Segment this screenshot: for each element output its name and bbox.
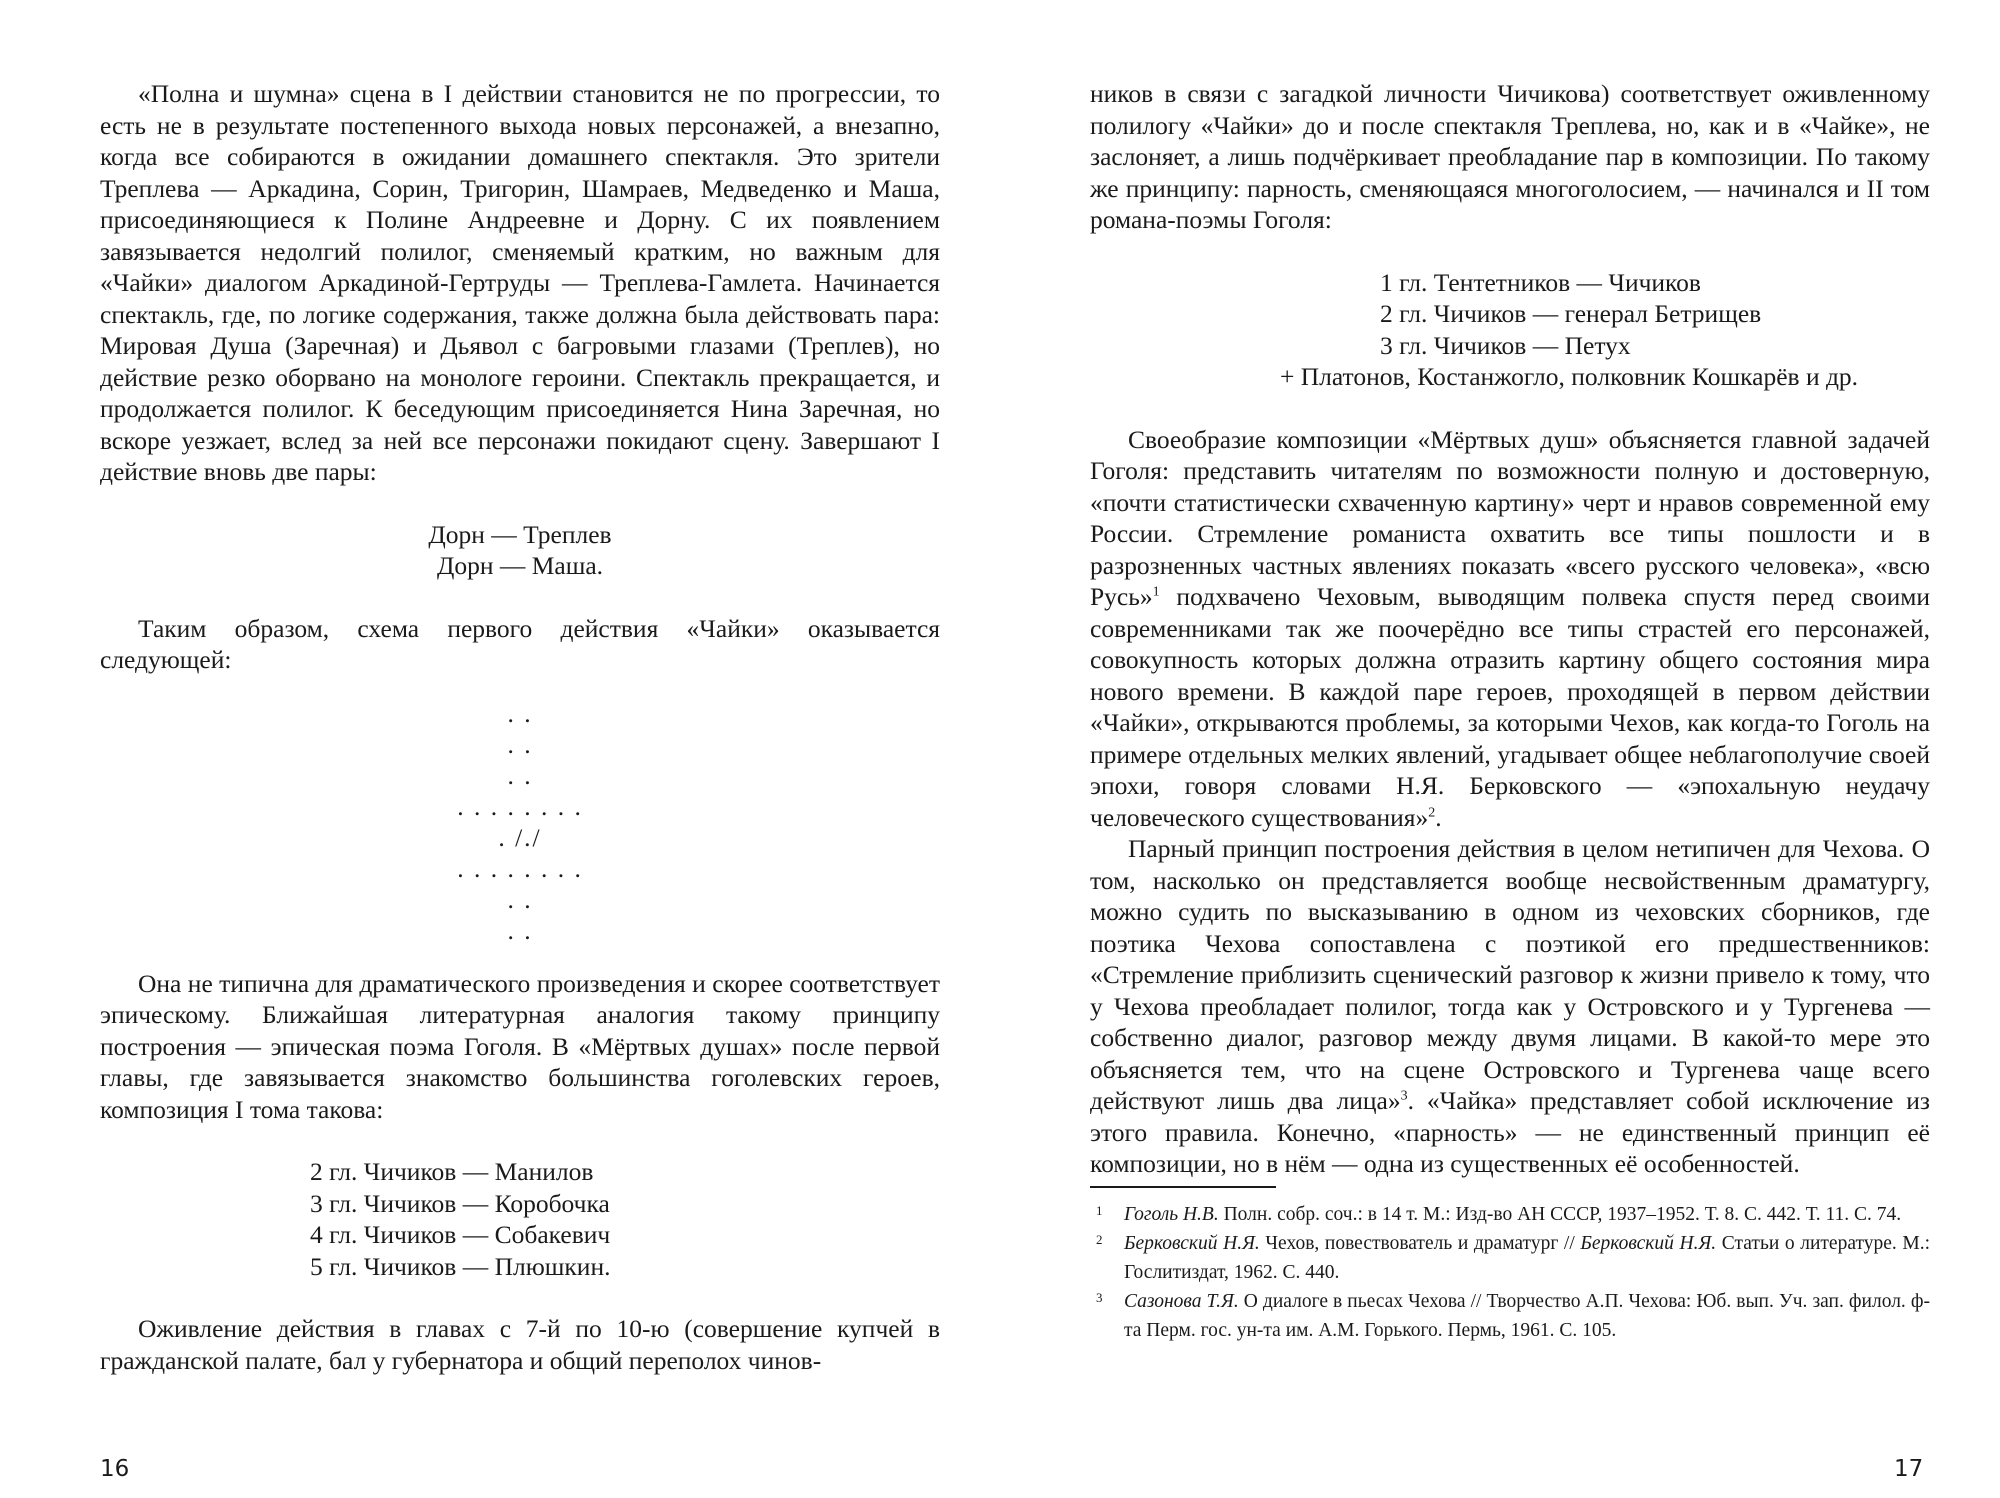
scheme-diagram: [100, 698, 940, 946]
chapter-item: 2 гл. Чичиков — генерал Бетрищев: [1380, 299, 1762, 328]
footnote-number: 1: [1096, 1202, 1103, 1218]
scheme-row: . .: [507, 915, 533, 945]
pair-line: Дорн — Треплев: [428, 519, 612, 549]
footnote-body: О диалоге в пьесах Чехова // Творчество А.П. Чехова: Юб. вып. Уч. зап. филол. ф-та Перм. гос. ун-та им. А.М. Горького. Пермь, 1961. С. 105.: [1124, 1290, 1930, 1341]
chapter-item: 3 гл. Чичиков — Петух: [1380, 330, 1631, 360]
footnote-body: Статьи о литературе. М.: Гослитиздат, 1962. С. 440.: [1124, 1232, 1931, 1283]
footnote-author: Гоголь Н.В.: [1124, 1203, 1219, 1225]
footnote-ref: 2: [1428, 805, 1436, 820]
footnote-body: Чехов, повествователь и драматург //: [1259, 1232, 1581, 1254]
text-run: Парный принцип построения действия в целом нетипичен для Чехова. О том, насколько он представляется вообще несвойственным драматургу, можно судить по высказыванию в одном из чеховских сборников, где поэтика Чехова сопоставлена с поэтикой его предшественников: «Стремление приблизить сценический разговор к жизни привело к тому, что у Чехова преобладает полилог, тогда как у Островского и у Тургенева — собственно диалог, разговор между двумя лицами. В какой-то мере это объясняется тем, что на сцене Островского и Тургенева чаще всего действуют лишь два лица»: [1090, 834, 1930, 1115]
scheme-row: . .: [507, 760, 533, 790]
body-paragraph: Таким образом, схема первого действия «Чайки» оказывается следующей:: [100, 613, 940, 674]
footnote-author: Сазонова Т.Я.: [1124, 1290, 1239, 1312]
footnote-ref: 3: [1400, 1088, 1408, 1104]
text-run: .: [1435, 802, 1442, 832]
scheme-row: . .: [507, 884, 533, 914]
chapter-item: 2 гл. Чичиков — Манилов: [310, 1157, 594, 1186]
footnote-ref: 1: [1152, 584, 1160, 600]
footnote: [1090, 1229, 1930, 1287]
scheme-row: . .: [507, 698, 533, 728]
footnote-body: Полн. собр. соч.: в 14 т. М.: Изд-во АН СССР, 1937–1952. Т. 8. С. 442. Т. 11. С. 74.: [1218, 1203, 1902, 1225]
page-number: 17: [1894, 1456, 1924, 1482]
scheme-row: . . . . . . . .: [457, 791, 583, 821]
footnote-text: [1124, 1229, 1930, 1287]
footnote-number: 3: [1096, 1289, 1103, 1305]
pair-line: Дорн — Маша.: [436, 551, 604, 580]
body-paragraph: [1090, 833, 1930, 1180]
chapter-list: [310, 1156, 730, 1282]
footnote-number: 2: [1096, 1231, 1103, 1247]
right-page: [1090, 78, 1930, 1458]
footnote: [1090, 1287, 1930, 1345]
body-paragraph: ников в связи с загадкой личности Чичикова) соответствует оживленному полилогу «Чайки» до и после спектакля Треплева, но, как и в «Чайке», не заслоняет, а лишь подчёркивает преобладание пар в композиции. По такому же принципу: парность, сменяющаяся многоголосием, — начинался и II том романа-поэмы Гоголя:: [1090, 79, 1930, 234]
body-paragraph: «Полна и шумна» сцена в I действии становится не по прогрессии, то есть не в результате постепенного выхода новых персонажей, а внезапно, когда все собираются в ожидании домашнего спектакля. Это зрители Треплева — Аркадина, Сорин, Тригорин, Шамраев, Медведенко и Маша, присоединяющиеся к Полине Андреевне и Дорну. С их появлением завязывается недолгий полилог, сменяемый кратким, но важным для «Чайки» диалогом Аркадиной-Гертруды — Треплева-Гамлета. Начинается спектакль, где, по логике содержания, также должна была действовать пара: Мировая Душа (Заречная) и Дьявол с багровыми глазами (Треплев), но действие резко оборвано на монологе героини. Спектакль прекращается, и продолжается полилог. К беседующим присоединяется Нина Заречная, но вскоре уезжает, вслед за ней все персонажи покидают сцену. Завершают I действие вновь две пары:: [100, 79, 940, 486]
text-run: . «Чайка» представляет собой исключение из этого правила. Конечно, «парность» — не единственный принцип её композиции, но в нём — одна из существенных её особенностей.: [1090, 1086, 1930, 1178]
body-paragraph: [1090, 424, 1930, 834]
footnote: [1090, 1200, 1930, 1229]
chapter-item: 5 гл. Чичиков — Плюшкин.: [310, 1251, 611, 1281]
chapter-item: 1 гл. Тентетников — Чичиков: [1380, 267, 1701, 297]
body-paragraph: Она не типична для драматического произведения и скорее соответствует эпическому. Ближайшая литературная аналогия такому принципу построения — эпическая поэма Гоголя. В «Мёртвых душах» после первой главы, где завязывается знакомство большинства гоголевских героев, композиция I тома такова:: [100, 968, 940, 1124]
page-number: 16: [100, 1456, 130, 1482]
scheme-row: . /./: [498, 822, 542, 852]
chapter-item: 4 гл. Чичиков — Собакевич: [310, 1220, 611, 1249]
chapter-item-extra: + Платонов, Костанжогло, полковник Кошкарёв и др.: [1280, 362, 1859, 391]
text-run: Своеобразие композиции «Мёртвых душ» объясняется главной задачей Гоголя: представить читателям по возможности полную и достоверную, «почти статистически схваченную картину» черт и нравов современной ему России. Стремление романиста охватить все типы пошлости и в разрозненных частных явлениях показать «всего русского человека», «всю Русь»: [1090, 424, 1930, 611]
footnote-text: [1124, 1287, 1930, 1345]
footnote-author: Берковский Н.Я.: [1124, 1232, 1260, 1254]
chapter-list: [1280, 267, 1930, 393]
footnote-text: [1124, 1200, 1930, 1229]
scheme-row: . . . . . . . .: [457, 853, 583, 883]
scheme-row: . .: [507, 729, 533, 759]
footnote-author: Берковский Н.Я.: [1580, 1232, 1717, 1254]
left-page: [100, 78, 940, 1458]
body-paragraph: Оживление действия в главах с 7-й по 10-ю (совершение купчей в гражданской палате, бал у губернатора и общий переполох чинов-: [100, 1314, 940, 1375]
text-run: подхвачено Чеховым, выводящим полвека спустя перед своими современниками так же поочерёдно все типы страстей его персонажей, совокупность которых должна отразить картину общего состояния мира нового времени. В каждой паре героев, проходящей в первом действии «Чайки», открываются проблемы, за которыми Чехов, как когда-то Гоголь на примере отдельных мелких явлений, угадывает общее неблагополучие своей эпохи, говоря словами Н.Я. Берковского — «эпохальную неудачу человеческого существования»: [1090, 582, 1930, 832]
footnote-rule: [1090, 1186, 1276, 1188]
chapter-item: 3 гл. Чичиков — Коробочка: [310, 1188, 610, 1218]
